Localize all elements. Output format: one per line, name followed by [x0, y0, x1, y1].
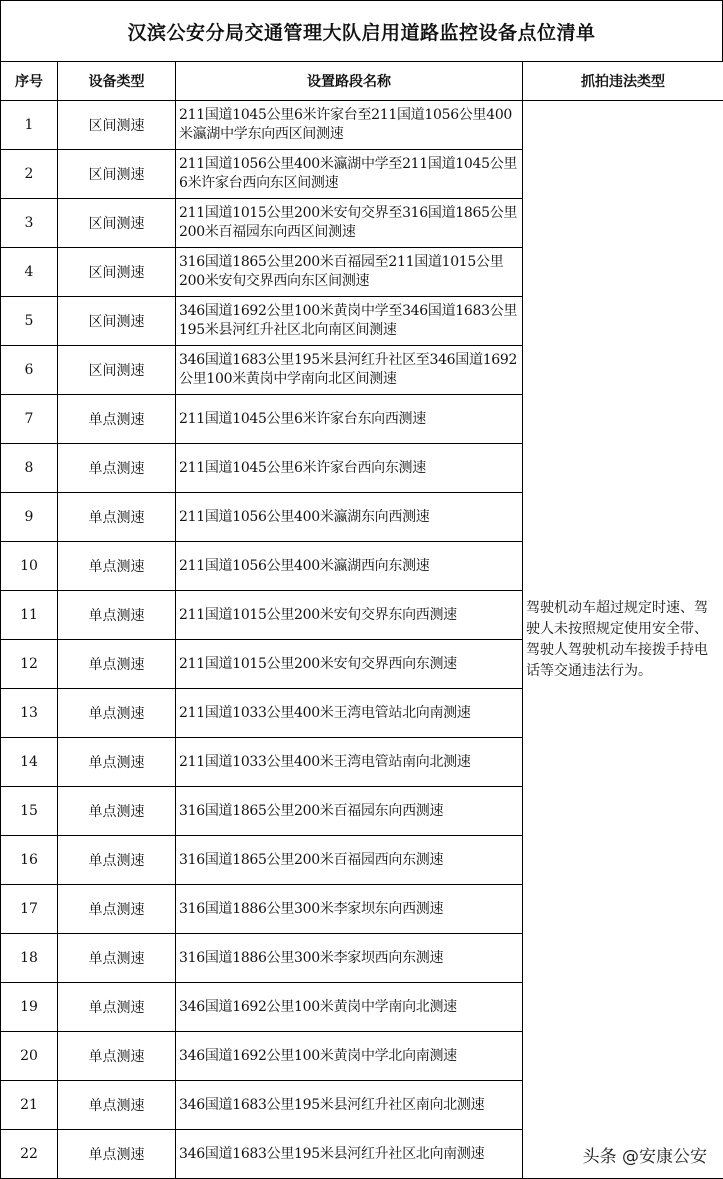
- road-name: 346国道1692公里100米黄岗中学南向北测速: [176, 983, 523, 1032]
- device-type: 单点测速: [58, 1130, 176, 1179]
- page-title: 汉滨公安分局交通管理大队启用道路监控设备点位清单: [0, 0, 723, 62]
- row-number: 3: [1, 199, 58, 248]
- violation-type: 驾驶机动车超过规定时速、驾驶人未按照规定使用安全带、驾驶人驾驶机动车接拨手持电话等交通违法行为。: [523, 101, 723, 1179]
- road-name: 316国道1886公里300米李家坝西向东测速: [176, 934, 523, 983]
- row-number: 16: [1, 836, 58, 885]
- table-row: [1, 101, 723, 150]
- header-violation-type: 抓拍违法类型: [523, 62, 723, 101]
- road-name: 211国道1045公里6米许家台至211国道1056公里400米瀛湖中学东向西区间测速: [176, 101, 523, 150]
- road-name: 211国道1045公里6米许家台西向东测速: [176, 444, 523, 493]
- road-name: 316国道1865公里200米百福园至211国道1015公里200米安旬交界西向东区间测速: [176, 248, 523, 297]
- road-name: 346国道1692公里100米黄岗中学至346国道1683公里195米县河红升社区北向南区间测速: [176, 297, 523, 346]
- road-name: 211国道1056公里400米瀛湖中学至211国道1045公里6米许家台西向东区间测速: [176, 150, 523, 199]
- device-type: 单点测速: [58, 689, 176, 738]
- road-name: 211国道1045公里6米许家台东向西测速: [176, 395, 523, 444]
- device-type: 区间测速: [58, 346, 176, 395]
- device-type: 单点测速: [58, 395, 176, 444]
- device-type: 区间测速: [58, 297, 176, 346]
- device-type: 单点测速: [58, 493, 176, 542]
- row-number: 10: [1, 542, 58, 591]
- row-number: 13: [1, 689, 58, 738]
- row-number: 15: [1, 787, 58, 836]
- row-number: 11: [1, 591, 58, 640]
- device-type: 区间测速: [58, 101, 176, 150]
- row-number: 1: [1, 101, 58, 150]
- row-number: 21: [1, 1081, 58, 1130]
- header-no: 序号: [1, 62, 58, 101]
- device-type: 区间测速: [58, 150, 176, 199]
- road-name: 316国道1886公里300米李家坝东向西测速: [176, 885, 523, 934]
- device-type: 单点测速: [58, 591, 176, 640]
- road-name: 211国道1015公里200米安旬交界东向西测速: [176, 591, 523, 640]
- row-number: 12: [1, 640, 58, 689]
- device-type: 单点测速: [58, 983, 176, 1032]
- road-name: 316国道1865公里200米百福园西向东测速: [176, 836, 523, 885]
- road-name: 316国道1865公里200米百福园东向西测速: [176, 787, 523, 836]
- row-number: 9: [1, 493, 58, 542]
- road-name: 211国道1033公里400米王湾电管站北向南测速: [176, 689, 523, 738]
- road-name: 346国道1683公里195米县河红升社区南向北测速: [176, 1081, 523, 1130]
- road-name: 211国道1015公里200米安旬交界至316国道1865公里200米百福园东向西区间测速: [176, 199, 523, 248]
- device-type: 单点测速: [58, 738, 176, 787]
- device-type: 单点测速: [58, 1032, 176, 1081]
- row-number: 20: [1, 1032, 58, 1081]
- row-number: 6: [1, 346, 58, 395]
- table-header-row: [1, 62, 723, 101]
- row-number: 14: [1, 738, 58, 787]
- header-road-name: 设置路段名称: [176, 62, 523, 101]
- watermark: 头条 @安康公安: [581, 1142, 709, 1167]
- road-name: 346国道1692公里100米黄岗中学北向南测速: [176, 1032, 523, 1081]
- device-type: 单点测速: [58, 640, 176, 689]
- row-number: 19: [1, 983, 58, 1032]
- row-number: 5: [1, 297, 58, 346]
- device-type: 单点测速: [58, 1081, 176, 1130]
- device-type: 单点测速: [58, 542, 176, 591]
- monitoring-points-table: [0, 61, 723, 1179]
- road-name: 211国道1056公里400米瀛湖西向东测速: [176, 542, 523, 591]
- device-type: 单点测速: [58, 787, 176, 836]
- road-name: 346国道1683公里195米县河红升社区至346国道1692公里100米黄岗中学南向北区间测速: [176, 346, 523, 395]
- device-type: 单点测速: [58, 836, 176, 885]
- device-type: 单点测速: [58, 885, 176, 934]
- row-number: 7: [1, 395, 58, 444]
- device-type: 区间测速: [58, 199, 176, 248]
- header-device-type: 设备类型: [58, 62, 176, 101]
- device-type: 单点测速: [58, 934, 176, 983]
- row-number: 4: [1, 248, 58, 297]
- road-name: 211国道1056公里400米瀛湖东向西测速: [176, 493, 523, 542]
- row-number: 8: [1, 444, 58, 493]
- device-type: 区间测速: [58, 248, 176, 297]
- device-type: 单点测速: [58, 444, 176, 493]
- row-number: 22: [1, 1130, 58, 1179]
- road-name: 211国道1033公里400米王湾电管站南向北测速: [176, 738, 523, 787]
- row-number: 18: [1, 934, 58, 983]
- row-number: 2: [1, 150, 58, 199]
- row-number: 17: [1, 885, 58, 934]
- road-name: 346国道1683公里195米县河红升社区北向南测速: [176, 1130, 523, 1179]
- road-name: 211国道1015公里200米安旬交界西向东测速: [176, 640, 523, 689]
